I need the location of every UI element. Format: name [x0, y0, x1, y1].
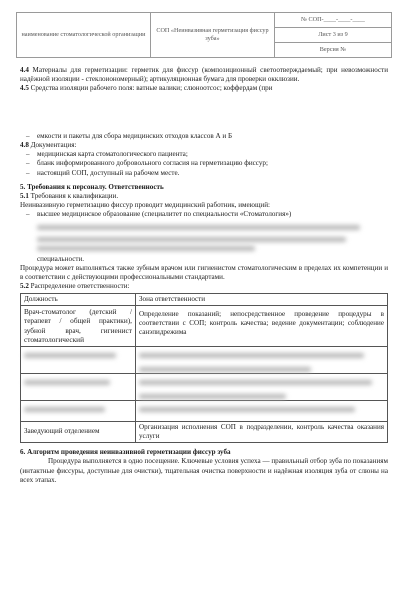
redacted-block-1 — [20, 94, 388, 132]
responsibility-table — [20, 293, 388, 444]
table-row — [21, 421, 388, 442]
section-4-8: 4.8 Документация: — [20, 140, 77, 149]
zone-cell: Определение показаний; непосредственное проведение процедуры в соответствии с СОП; контроль качества; ведение документации; соблюдение санэпидрежима — [136, 305, 388, 346]
sop-title-cell: СОП «Неинвазивная герметизация фиссур зуба» — [150, 13, 274, 58]
role-cell: Врач-стоматолог (детский / терапевт / общей практики), зубной врач, гигиенист стоматологический — [21, 305, 136, 346]
qualification-paragraph: Процедура может выполняться также зубным врачом или гигиенистом стоматологическим в пределах их компетенции и в соответствии с действующими профессиональными стандартами. — [20, 263, 388, 282]
table-header-cell: Должность — [21, 293, 136, 305]
sheet-number-cell: Лист 3 из 9 — [274, 28, 391, 43]
section-5-2: 5.2 Распределение ответственности: — [20, 282, 130, 291]
section-5-title: 5. Требования к персоналу. Ответственность — [20, 182, 164, 191]
qualification-tail: специальности. — [37, 254, 85, 263]
qualification-intro: Неинвазивную герметизацию фиссур проводит медицинский работник, имеющий: — [20, 201, 270, 210]
table-row-redacted — [21, 400, 388, 421]
section-4-5: 4.5 Средства изоляции рабочего поля: ватные валики; слюноотсос; коффердам (при — [20, 84, 273, 93]
table-header-cell: Зона ответственности — [136, 293, 388, 305]
document-body — [20, 66, 388, 485]
section-6-text: Процедура выполняется в одно посещение. Ключевые условия успеха — правильный отбор зуба по показаниям (интактные фиссуры, доступные для очистки), тщательная очистка поверхности и надёжная изоляция зуба от слюны на всех этапах. — [20, 457, 388, 484]
qualification-item: – высшее медицинское образование (специалитет по специальности «Стоматология») — [20, 210, 388, 219]
table-row — [21, 305, 388, 346]
version-cell: Версия № — [274, 43, 391, 58]
waste-container-item: – емкости и пакеты для сбора медицинских отходов классов А и Б — [20, 132, 388, 141]
section-4-4: 4.4 Материалы для герметизации: герметик для фиссур (композиционный светоотверждаемый; при невозможности надёжной изоляции - стеклоиономерный); артикуляционная бумага для проверки окклюзии. — [20, 66, 388, 84]
doc-item: – настоящий СОП, доступный на рабочем месте. — [20, 169, 388, 178]
table-row-redacted — [21, 346, 388, 373]
zone-cell: Организация исполнения СОП в подразделении, контроль качества оказания услуги — [136, 421, 388, 442]
sop-number-cell: № СОП-____-____-____ — [274, 13, 391, 28]
doc-item: – бланк информированного добровольного согласия на герметизацию фиссур; — [20, 159, 388, 168]
table-row-redacted — [21, 373, 388, 400]
sop-header-table — [16, 12, 392, 58]
redacted-block-2 — [20, 220, 388, 255]
doc-item: – медицинская карта стоматологического пациента; — [20, 150, 388, 159]
section-6-title: 6. Алгоритм проведения неинвазивной герметизации фиссур зуба — [20, 448, 231, 457]
role-cell: Заведующий отделением — [21, 421, 136, 442]
section-5-1: 5.1 Требования к квалификации. — [20, 191, 119, 200]
table-header-row — [21, 293, 388, 305]
org-name-cell: наименование стоматологической организации — [17, 13, 151, 58]
